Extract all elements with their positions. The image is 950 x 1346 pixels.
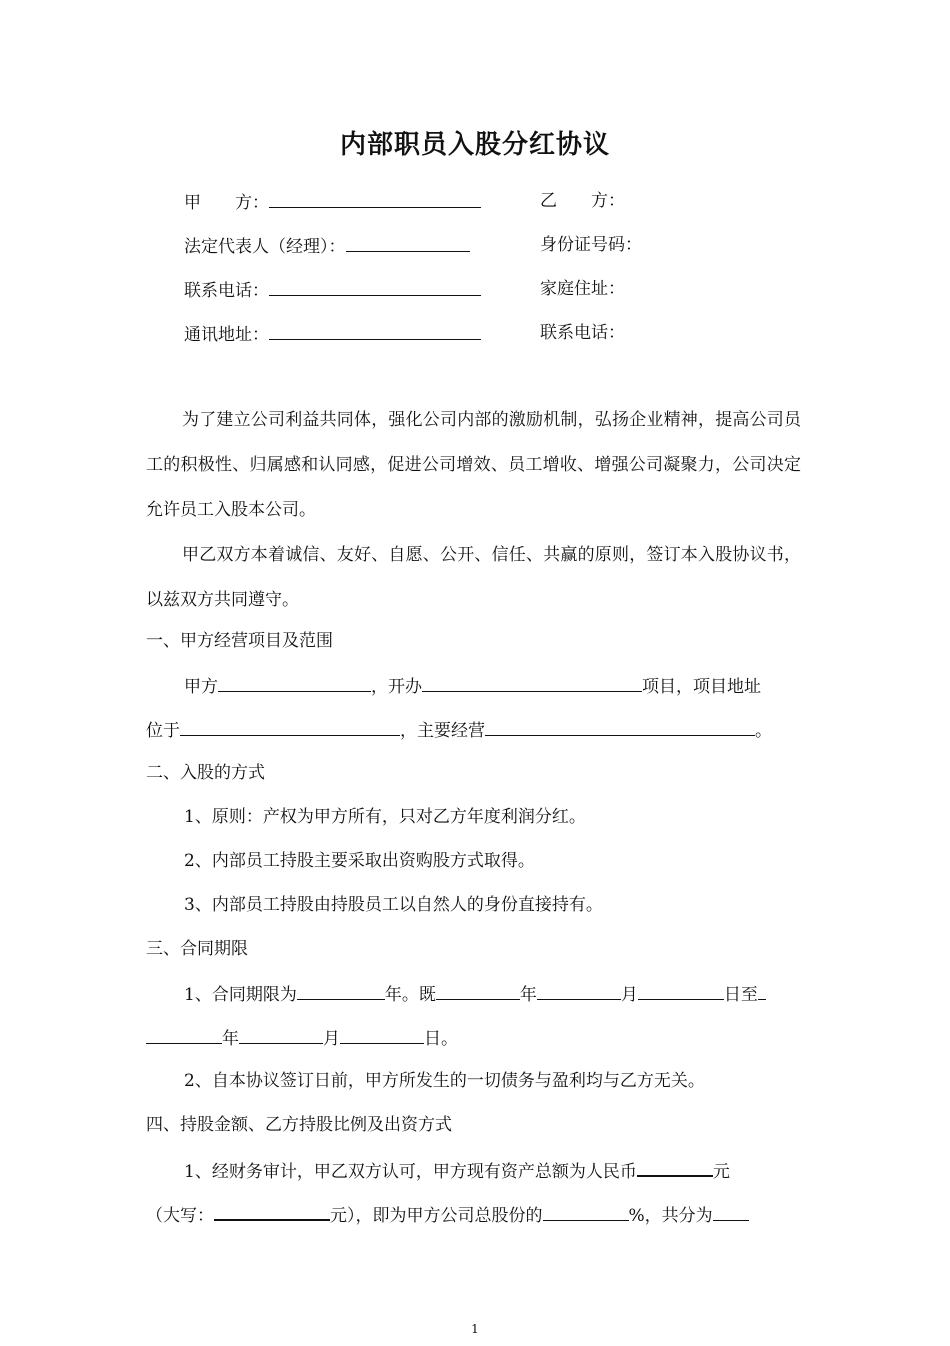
phone-a-row <box>184 278 481 302</box>
party-a-row <box>184 190 481 214</box>
start-year-blank[interactable] <box>436 982 520 1000</box>
id-number-label: 身份证号码： <box>540 235 642 255</box>
section-2-heading: 二、入股的方式 <box>146 763 265 783</box>
mail-address-row <box>184 322 481 346</box>
project-address-blank[interactable] <box>180 718 400 736</box>
mail-address-blank[interactable] <box>269 322 481 340</box>
s4-text-b: 元 <box>712 1162 730 1182</box>
party-a-label: 甲 方： <box>184 193 269 213</box>
s1-text-f: 。 <box>755 721 772 741</box>
project-name-blank[interactable] <box>422 674 642 692</box>
s3-text-b: 年。既 <box>384 985 436 1005</box>
mail-address-label: 通讯地址： <box>184 325 269 345</box>
intro-paragraph-1: 为了建立公司利益共同体，强化公司内部的激励机制，弘扬企业精神，提高公司员工的积极性、归属感和认同感，促进公司增效、员工增收、增强公司凝聚力，公司决定允许员工入股本公司。 <box>146 410 801 520</box>
s3-text-g: 月 <box>323 1029 340 1049</box>
share-percent-blank[interactable] <box>543 1203 629 1221</box>
phone-b-label: 联系电话： <box>540 323 625 343</box>
s4-text-c: （大写： <box>146 1206 214 1226</box>
document-title: 内部职员入股分红协议 <box>339 130 610 160</box>
section-4-line-2 <box>146 1202 749 1227</box>
section-3-heading: 三、合同期限 <box>146 939 248 959</box>
end-year-blank[interactable] <box>146 1026 222 1044</box>
phone-a-label: 联系电话： <box>184 281 269 301</box>
s1-text-b: ，开办 <box>371 677 422 697</box>
section-2-item-3: 3、内部员工持股由持股员工以自然人的身份直接持有。 <box>184 895 603 915</box>
s4-text-d: 元），即为甲方公司总股份的 <box>330 1206 543 1226</box>
section-1-line-1 <box>184 674 761 698</box>
s3-text-f: 年 <box>222 1029 239 1049</box>
start-month-blank[interactable] <box>537 982 621 1000</box>
section-1-heading: 一、甲方经营项目及范围 <box>146 631 333 651</box>
amount-in-words-blank[interactable] <box>214 1202 330 1221</box>
section-3-item-2: 2、自本协议签订日前，甲方所发生的一切债务与盈利均与乙方无关。 <box>184 1071 705 1091</box>
intro-paragraph-2: 甲乙双方本着诚信、友好、自愿、公开、信任、共赢的原则，签订本入股协议书，以兹双方共同遵守。 <box>146 545 801 610</box>
end-day-blank[interactable] <box>340 1026 424 1044</box>
s4-text-e: %，共分为 <box>628 1206 713 1226</box>
section-2-item-1: 1、原则：产权为甲方所有，只对乙方年度利润分红。 <box>184 807 586 827</box>
legal-rep-blank[interactable] <box>346 234 470 252</box>
start-day-blank[interactable] <box>638 982 724 1000</box>
share-count-blank[interactable] <box>713 1203 749 1221</box>
s3-text-a: 1、合同期限为 <box>184 985 297 1005</box>
s3-text-h: 日。 <box>424 1029 458 1049</box>
s3-text-d: 月 <box>620 985 638 1005</box>
party-a-name-blank[interactable] <box>218 674 371 692</box>
total-assets-blank[interactable] <box>637 1158 713 1177</box>
phone-a-blank[interactable] <box>269 278 481 296</box>
section-3-line-2 <box>146 1026 458 1050</box>
party-a-blank[interactable] <box>269 190 481 208</box>
s1-text-e: ，主要经营 <box>400 721 485 741</box>
section-2-item-2: 2、内部员工持股主要采取出资购股方式取得。 <box>184 851 535 871</box>
s3-text-e: 日至 <box>723 985 758 1005</box>
section-4-line-1 <box>184 1158 730 1183</box>
s1-text-c: 项目，项目地址 <box>642 677 761 697</box>
end-month-blank[interactable] <box>239 1026 323 1044</box>
section-4-heading: 四、持股金额、乙方持股比例及出资方式 <box>146 1115 452 1135</box>
section-1-line-2 <box>146 718 772 742</box>
s4-text-a: 1、经财务审计，甲乙双方认可，甲方现有资产总额为人民币 <box>184 1162 637 1182</box>
section-3-line-1 <box>184 982 766 1006</box>
end-year-blank-start[interactable] <box>758 982 766 1000</box>
legal-rep-label: 法定代表人（经理）： <box>184 237 346 257</box>
party-b-label: 乙 方： <box>540 191 625 211</box>
page-number: 1 <box>471 1322 479 1336</box>
legal-rep-row <box>184 234 470 258</box>
main-business-blank[interactable] <box>485 718 755 736</box>
s3-text-c: 年 <box>519 985 537 1005</box>
s1-text-d: 位于 <box>146 721 180 741</box>
home-address-label: 家庭住址： <box>540 279 625 299</box>
s1-text-a: 甲方 <box>184 677 218 697</box>
term-years-blank[interactable] <box>297 982 385 1000</box>
